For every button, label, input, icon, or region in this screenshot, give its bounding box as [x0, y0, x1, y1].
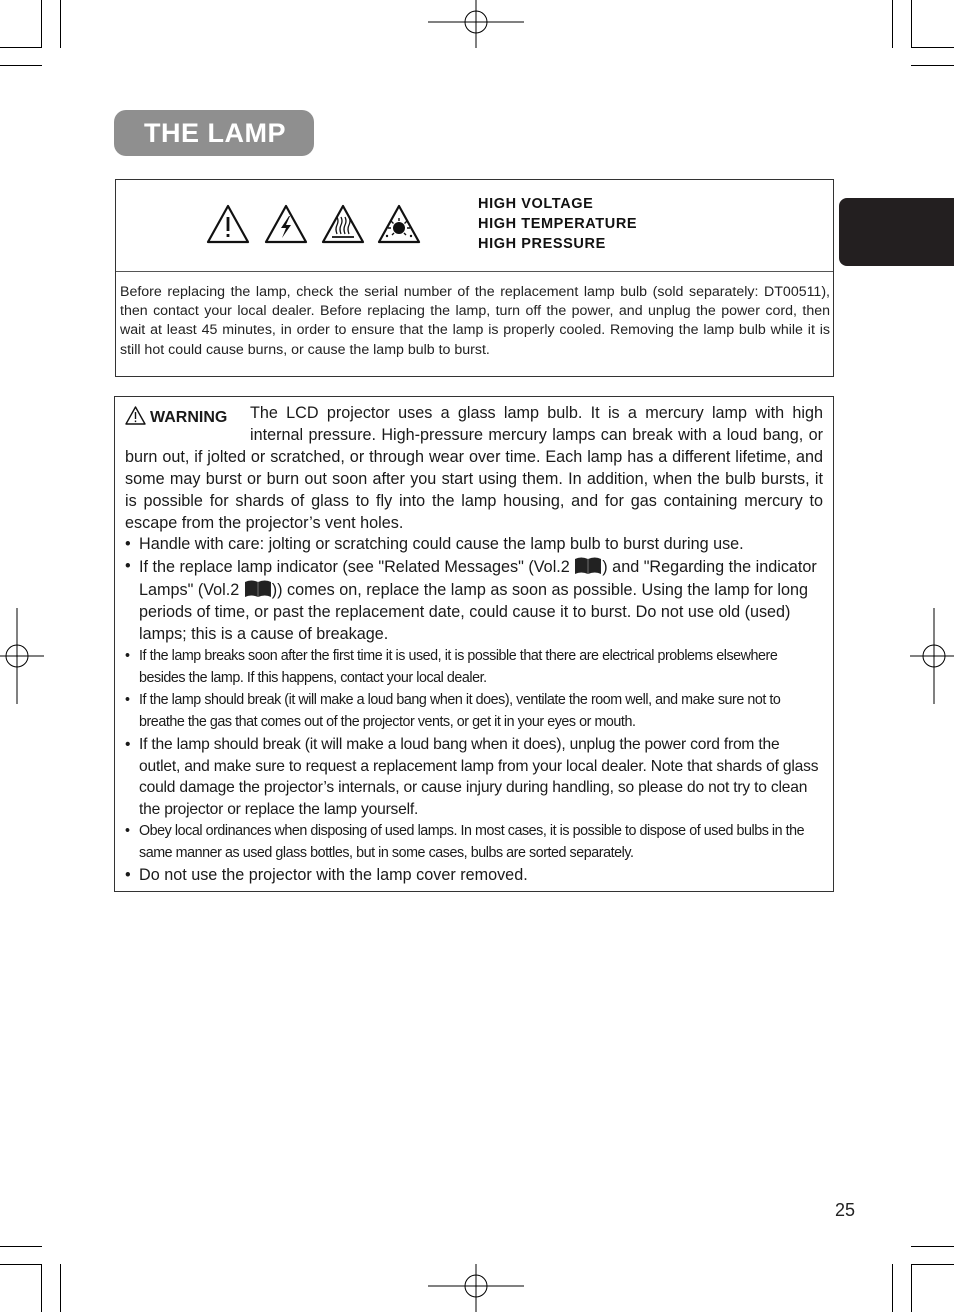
list-item — [125, 556, 823, 646]
hazard-header — [116, 180, 833, 272]
bullet2-part3: )) comes on, replace the lamp as soon as possible. Using the lamp for long periods of time, or past the replacement date, could cause it to burst. Do not use old (used) lamps; this is a cause of breakage. — [139, 581, 808, 644]
hazard-icons — [206, 204, 421, 244]
high-pressure-icon — [379, 206, 419, 242]
general-warning-icon — [208, 206, 248, 242]
lamp-replacement-notice: Before replacing the lamp, check the serial number of the replacement lamp bulb (sold separately: DT00511), then contact your local dealer. Before replacing the lamp, turn off the power, and unplug the power cord, then wait at least 45 minutes, in order to ensure that the lamp is properly cooled. Removing the lamp bulb while it is still hot could cause burns, or cause the lamp bulb to burst. — [120, 284, 830, 358]
warning-box — [114, 396, 834, 892]
hazard-label-voltage: HIGH VOLTAGE — [478, 196, 594, 212]
warning-triangle-icon — [125, 406, 146, 425]
list-item: • If the lamp breaks soon after the first time it is used, it is possible that there are electrical problems elsewhere besides the lamp. If this happens, contact your local dealer. — [125, 646, 823, 690]
crop-mark — [911, 1264, 912, 1312]
book-icon — [574, 556, 602, 575]
hazard-box — [115, 179, 834, 377]
warning-intro: The LCD projector uses a glass lamp bulb. It is a mercury lamp with high internal pressure. High-pressure mercury lamps can break with a loud bang, or burn out, if jolted or scratched, or through wear over time. Each lamp has a different lifetime, and some may burst or burn out soon after you start using them. In addition, when the bulb bursts, it is possible for shards of glass to fly into the lamp housing, and for gas containing mercury to escape from the projector’s vent holes. — [125, 404, 823, 532]
crop-mark — [911, 1264, 954, 1265]
list-item: • If the lamp should break (it will make a loud bang when it does), ventilate the room well, and make sure not to breathe the gas that comes out of the projector vents, or get it in your eyes or mouth. — [125, 690, 823, 734]
registration-mark — [428, 0, 524, 48]
hazard-label-temperature: HIGH TEMPERATURE — [478, 216, 638, 232]
hot-surface-icon — [323, 206, 363, 242]
page-title: THE LAMP — [114, 110, 314, 156]
hazard-label-pressure: HIGH PRESSURE — [478, 236, 606, 252]
crop-mark — [911, 65, 954, 66]
page-number: 25 — [835, 1200, 856, 1220]
crop-mark — [911, 47, 954, 48]
crop-mark — [911, 1246, 954, 1247]
list-item: • If the lamp should break (it will make a loud bang when it does), unplug the power cord from the outlet, and make sure to request a replacement lamp from your local dealer. Note that shards of glass could damage the projector’s internals, or cause injury during handling, so please do not try to clean the projector or replace the lamp yourself. — [125, 734, 823, 822]
crop-mark — [60, 0, 61, 48]
crop-mark — [41, 1264, 42, 1312]
warning-content — [125, 403, 823, 887]
warning-label-text: WARNING — [150, 409, 228, 426]
crop-mark — [0, 47, 42, 48]
crop-mark — [0, 65, 42, 66]
registration-mark — [428, 1264, 524, 1312]
warning-list — [125, 534, 823, 887]
warning-label — [125, 403, 250, 433]
section-tab — [839, 198, 954, 266]
crop-mark — [892, 0, 893, 48]
crop-mark — [0, 1264, 42, 1265]
crop-mark — [911, 0, 912, 48]
crop-mark — [60, 1264, 61, 1312]
crop-mark — [892, 1264, 893, 1312]
list-item: • Obey local ordinances when disposing of used lamps. In most cases, it is possible to dispose of used bulbs in the same manner as used glass bottles, but in some cases, bulbs are sorted separately. — [125, 821, 823, 865]
registration-mark — [0, 608, 44, 704]
high-voltage-icon — [266, 206, 306, 242]
list-item: • Handle with care: jolting or scratching could cause the lamp bulb to burst during use. — [125, 534, 823, 556]
crop-mark — [41, 0, 42, 48]
bullet2-part2: ) and "Regarding the indicator Lamps" (Vol.2 — [139, 558, 817, 600]
crop-mark — [0, 1246, 42, 1247]
bullet2-part1: If the replace lamp indicator (see "Related Messages" (Vol.2 — [139, 558, 575, 577]
hazard-labels — [478, 194, 637, 254]
book-icon — [244, 579, 272, 598]
registration-mark — [910, 608, 954, 704]
list-item: • Do not use the projector with the lamp cover removed. — [125, 865, 823, 887]
